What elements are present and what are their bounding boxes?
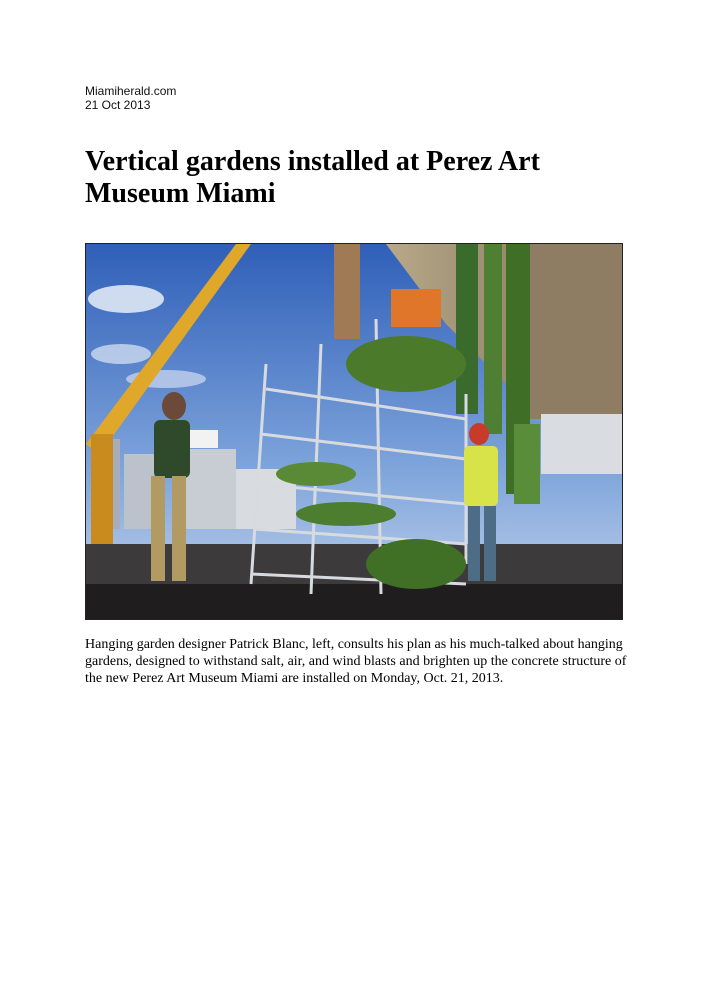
photo-caption: Hanging garden designer Patrick Blanc, left, consults his plan as his much-talked about hanging gardens, designed to withstand salt, air, and wind blasts and brighten up the concrete structure of the new Perez Art Museum Miami are installed on Monday, Oct. 21, 2013. <box>85 637 627 686</box>
article-headline: Vertical gardens installed at Perez Art Museum Miami <box>85 146 540 209</box>
article-photo <box>85 243 623 620</box>
source-site: Miamiherald.com <box>85 84 177 98</box>
publish-date: 21 Oct 2013 <box>85 98 151 112</box>
source-block <box>85 84 176 112</box>
